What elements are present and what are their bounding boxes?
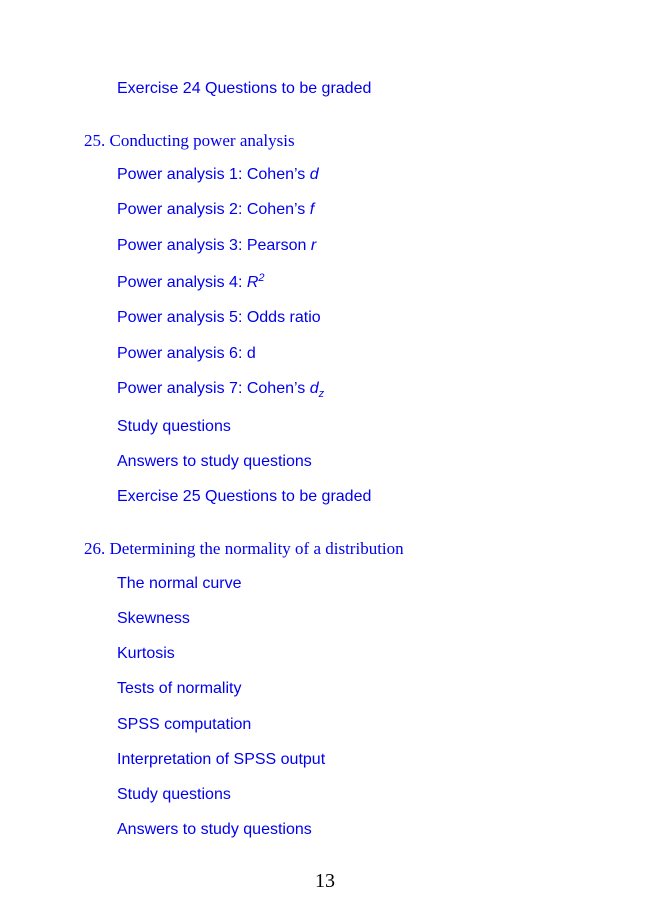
toc-link-power-analysis-1[interactable] [117,165,319,185]
toc-link-label: Tests of normality [117,680,242,697]
toc-link-power-analysis-4[interactable] [117,273,265,293]
toc-link-kurtosis[interactable] [117,644,175,664]
toc-link-label: Power analysis 1: Cohen’s [117,166,310,183]
toc-link-answers-26[interactable] [117,820,312,840]
math-subscript: z [318,388,325,400]
toc-link-label: Answers to study questions [117,453,312,470]
math-variable: R [246,274,259,291]
toc-link-interpretation-spss-output[interactable] [117,750,325,770]
page-number: 13 [315,870,335,892]
toc-link-label: Kurtosis [117,645,175,662]
toc-link-label: Exercise 25 Questions to be graded [117,488,372,505]
toc-link-power-analysis-7[interactable] [117,379,324,399]
math-variable: d [309,166,319,183]
toc-link-label: The normal curve [117,575,242,592]
toc-link-label: Power analysis 2: Cohen’s [117,201,310,218]
math-superscript: 2 [258,272,265,284]
math-variable: r [310,237,317,254]
toc-link-label: Study questions [117,786,231,803]
math-variable: d [309,380,319,397]
toc-link-label: Exercise 24 Questions to be graded [117,80,372,97]
toc-link-label: Power analysis 3: Pearson [117,237,311,254]
chapter-title-label: 26. Determining the normality of a distribution [84,539,404,558]
toc-link-label: Power analysis 5: Odds ratio [117,309,321,326]
toc-link-label: Power analysis 4: [117,274,247,291]
toc-chapter-26-title[interactable] [84,539,404,559]
toc-link-power-analysis-5[interactable] [117,308,321,328]
toc-link-label: Skewness [117,610,190,627]
toc-link-exercise-25[interactable] [117,487,371,507]
toc-link-power-analysis-2[interactable] [117,200,314,220]
toc-link-label: Interpretation of SPSS output [117,751,326,768]
toc-link-label: Answers to study questions [117,821,312,838]
toc-link-label: SPSS computation [117,716,252,733]
toc-link-label: Power analysis 6: d [117,345,256,362]
toc-link-power-analysis-6[interactable] [117,344,256,364]
toc-link-study-questions-26[interactable] [117,785,231,805]
toc-link-label: Power analysis 7: Cohen’s [117,380,310,397]
toc-link-exercise-24[interactable] [117,79,371,99]
toc-link-answers-25[interactable] [117,452,312,472]
toc-link-normal-curve[interactable] [117,574,242,594]
toc-link-power-analysis-3[interactable] [117,236,316,256]
toc-chapter-25-title[interactable] [84,131,295,151]
toc-link-tests-of-normality[interactable] [117,679,241,699]
toc-link-skewness[interactable] [117,609,190,629]
math-variable: f [309,201,315,218]
toc-link-study-questions-25[interactable] [117,417,231,437]
toc-link-spss-computation[interactable] [117,715,251,735]
toc-link-label: Study questions [117,418,231,435]
chapter-title-label: 25. Conducting power analysis [84,131,295,150]
